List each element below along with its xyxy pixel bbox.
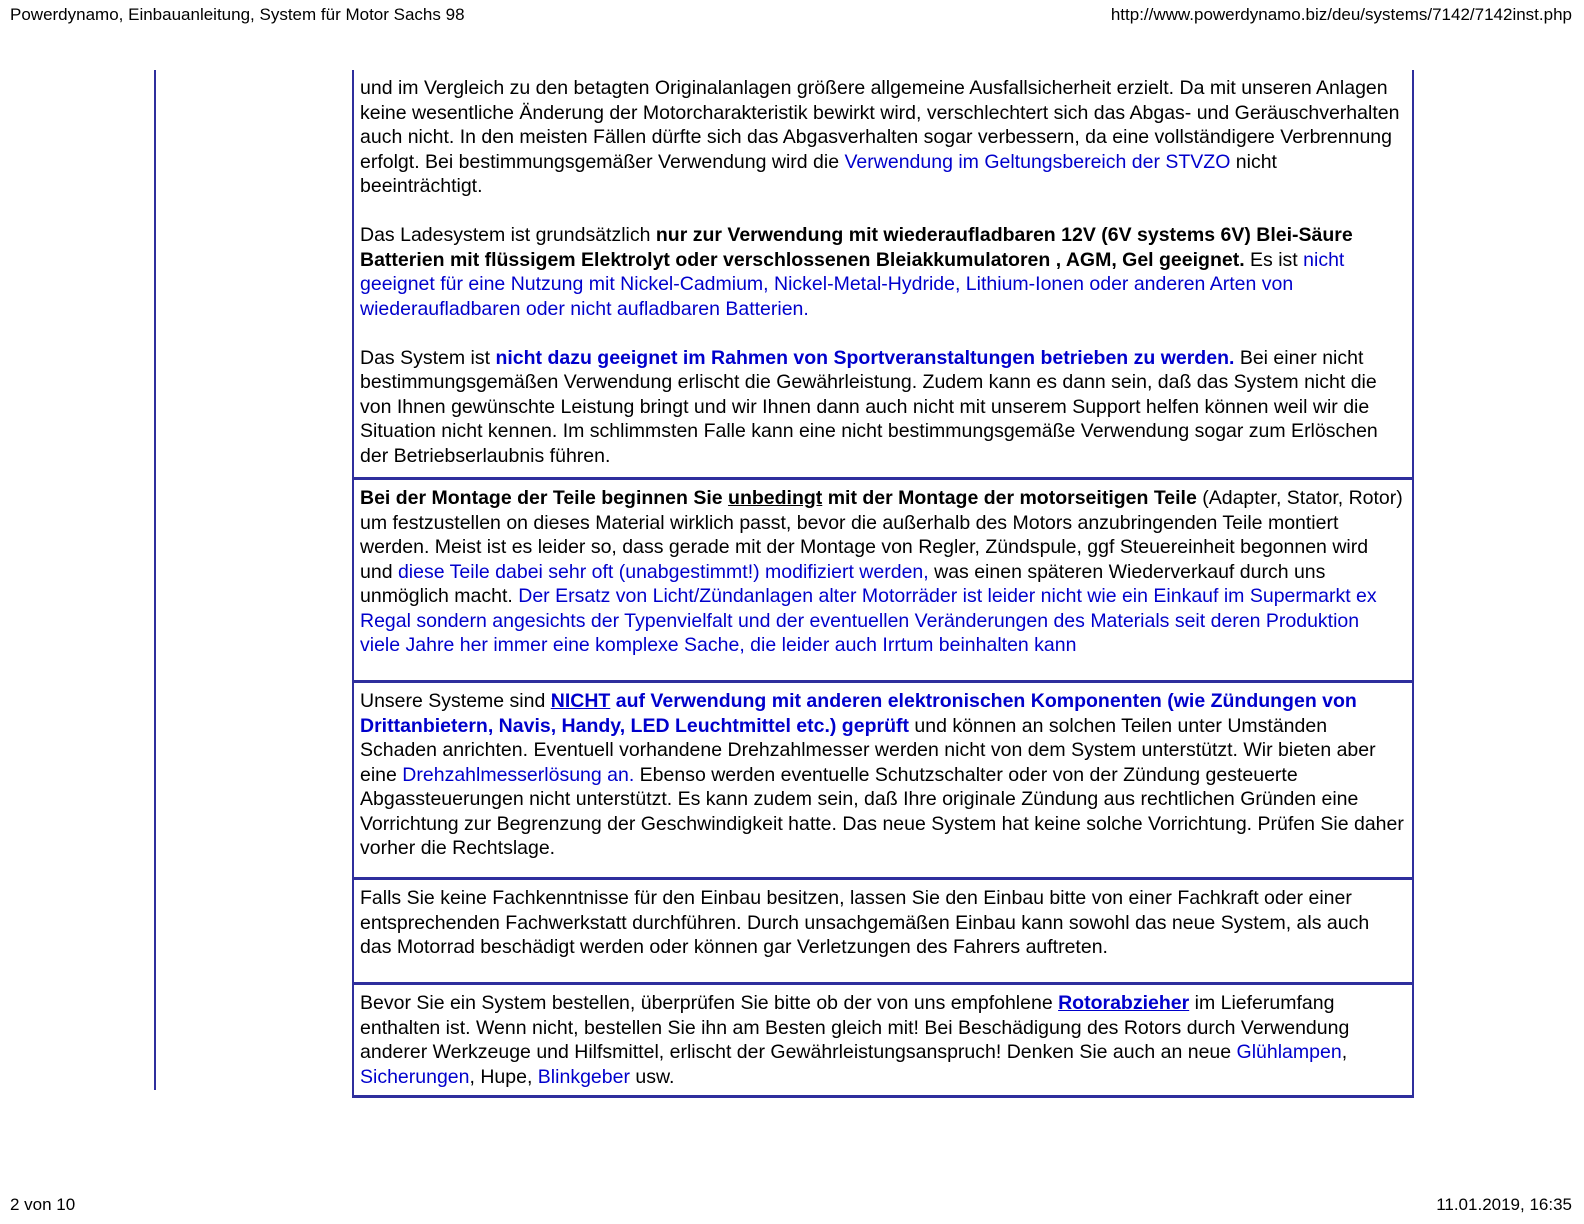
text-segment: Bei der Montage der Teile beginnen Sie xyxy=(360,487,729,509)
paragraph xyxy=(360,346,1404,469)
inline-link[interactable]: Glühlampen xyxy=(1236,1041,1342,1063)
print-timestamp: 11.01.2019, 16:35 xyxy=(1436,1195,1572,1214)
text-segment: und im Vergleich zu den betagten Originalanlagen größere allgemeine Ausfallsicherheit erzielt. Da mit unseren Anlagen keine wesentliche Änderung der Motorcharakteristik bewirkt wird, verschlechtert sich das Abgas- und Geräuschverhalten auch nicht. In den meisten Fällen dürfte sich das Abgasverhalten sogar verbessern, da eine vollständigere Verbrennung erfolgt. Bei bestimmungsgemäßer Verwendung wird die xyxy=(360,77,1400,173)
paragraph xyxy=(360,886,1404,960)
text-segment: Bei einer nicht bestimmungsgemäßen Verwendung erlischt die Gewährleistung. Zudem kann es dann sein, daß das System nicht die von Ihnen gewünschte Leistung bringt und wir Ihnen dann auch nicht mit unserem Support helfen können weil wir die Situation nicht kennen. Im schlimmsten Falle kann eine nicht bestimmungsgemäße Verwendung sogar zum Erlöschen der Betriebserlaubnis führen. xyxy=(360,346,1378,467)
print-footer xyxy=(10,1194,1572,1216)
paragraph xyxy=(360,76,1404,199)
text-segment: nur zur Verwendung mit wiederaufladbaren 12V (6V systems 6V) Blei-Säure Batterien mit flüssigem Elektrolyt oder verschlossenen Bleiakkumulatoren , AGM, Gel geeignet. xyxy=(360,224,1353,271)
text-segment: (Adapter, Stator, Rotor) um festzustellen on dieses Material wirklich passt, bevor die außerhalb des Motors anzubringenden Teile montiert werden. Meist ist es leider so, dass gerade mit der Montage von Regler, Zündspule, ggf Steuereinheit begonnen wird und xyxy=(360,487,1403,583)
text-segment: Das System ist xyxy=(360,346,496,369)
text-segment: Falls Sie keine Fachkenntnisse für den Einbau besitzen, lassen Sie den Einbau bitte von einer Fachkraft oder einer entsprechenden Fachwerkstatt durchführen. Durch unsachgemäßen Einbau kann sowohl das neue System, als auch das Motorrad beschädigt werden oder können gar Verletzungen des Fahrers auftreten. xyxy=(360,887,1370,958)
print-header xyxy=(10,4,1572,26)
paragraph xyxy=(360,689,1404,861)
table-row xyxy=(354,683,1412,880)
table-row xyxy=(354,70,1412,480)
paragraph xyxy=(360,486,1404,658)
content-table xyxy=(352,70,1414,1098)
table-row xyxy=(354,880,1412,985)
text-segment: Ebenso werden eventuelle Schutzschalter oder von der Zündung gesteuerte Abgassteuerungen nicht unterstützt. Es kann zudem sein, daß Ihre originale Zündung aus rechtlichen Gründen eine Vorrichtung zur Begrenzung der Geschwindigkeit hatte. Das neue System hat keine solche Vorrichtung. Prüfen Sie daher vorher die Rechtslage. xyxy=(360,763,1404,859)
text-segment: NICHT xyxy=(550,690,611,712)
inline-link[interactable]: Sicherungen xyxy=(360,1065,470,1088)
text-segment: , xyxy=(1341,1041,1348,1063)
text-segment: Der Ersatz von Licht/Zündanlagen alter Motorräder ist leider nicht wie ein Einkauf im Supermarkt ex Regal sondern angesichts der Typenvielfalt und der eventuellen Veränderungen des Materials seit deren Produktion viele Jahre her immer eine komplexe Sache, die leider auch Irrtum beinhalten kann xyxy=(360,585,1377,656)
text-segment: unbedingt xyxy=(728,487,823,509)
text-segment: diese Teile dabei sehr oft (unabgestimmt!) modifiziert werden, xyxy=(397,560,929,583)
text-segment: Das Ladesystem ist grundsätzlich xyxy=(360,224,656,246)
text-segment: mit der Montage der motorseitigen Teile xyxy=(822,487,1197,509)
paragraph xyxy=(360,991,1404,1089)
text-segment: nicht geeignet für eine Nutzung mit Nickel-Cadmium, Nickel-Metal-Hydride, Lithium-Ionen oder anderen Arten von wiederaufladbaren oder nicht aufladbaren Batterien. xyxy=(360,248,1345,320)
text-segment: was einen späteren Wiederverkauf durch uns unmöglich macht. xyxy=(360,560,1326,607)
inline-link[interactable]: Verwendung im Geltungsbereich der STVZO xyxy=(844,150,1231,173)
text-segment: Es ist xyxy=(1244,248,1304,271)
table-row xyxy=(354,480,1412,683)
inline-link[interactable]: Drehzahlmesserlösung an. xyxy=(402,763,635,786)
text-segment: , Hupe, xyxy=(469,1065,538,1088)
text-segment: usw. xyxy=(629,1065,675,1088)
inline-link[interactable]: Rotorabzieher xyxy=(1058,992,1190,1014)
text-segment: im Lieferumfang enthalten ist. Wenn nicht, bestellen Sie ihn am Besten gleich mit! Bei Beschädigung des Rotors durch Verwendung anderer Werkzeuge und Hilfsmittel, erlischt der Gewährleistungsanspruch! Denken Sie auch an neue xyxy=(360,992,1350,1063)
paragraph xyxy=(360,223,1404,321)
text-segment: Bevor Sie ein System bestellen, überprüfen Sie bitte ob der von uns empfohlene xyxy=(360,992,1059,1014)
text-segment: Unsere Systeme sind xyxy=(360,690,551,712)
document-url: http://www.powerdynamo.biz/deu/systems/7142/7142inst.php xyxy=(1110,5,1572,24)
table-row xyxy=(354,985,1412,1098)
inline-link[interactable]: Blinkgeber xyxy=(537,1065,630,1088)
document-title: Powerdynamo, Einbauanleitung, System für Motor Sachs 98 xyxy=(10,5,465,24)
left-column-rule xyxy=(154,70,156,1090)
text-segment: nicht beeinträchtigt. xyxy=(360,150,1277,197)
page-number: 2 von 10 xyxy=(10,1195,76,1214)
text-segment: nicht dazu geeignet im Rahmen von Sportveranstaltungen betrieben zu werden. xyxy=(495,346,1235,369)
text-segment: und können an solchen Teilen unter Umständen Schaden anrichten. Eventuell vorhandene Drehzahlmesser werden nicht von dem System unterstützt. Wir bieten aber eine xyxy=(360,714,1376,786)
text-segment: auf Verwendung mit anderen elektronischen Komponenten (wie Zündungen von Drittanbietern, Navis, Handy, LED Leuchtmittel etc.) geprüft xyxy=(360,690,1357,737)
